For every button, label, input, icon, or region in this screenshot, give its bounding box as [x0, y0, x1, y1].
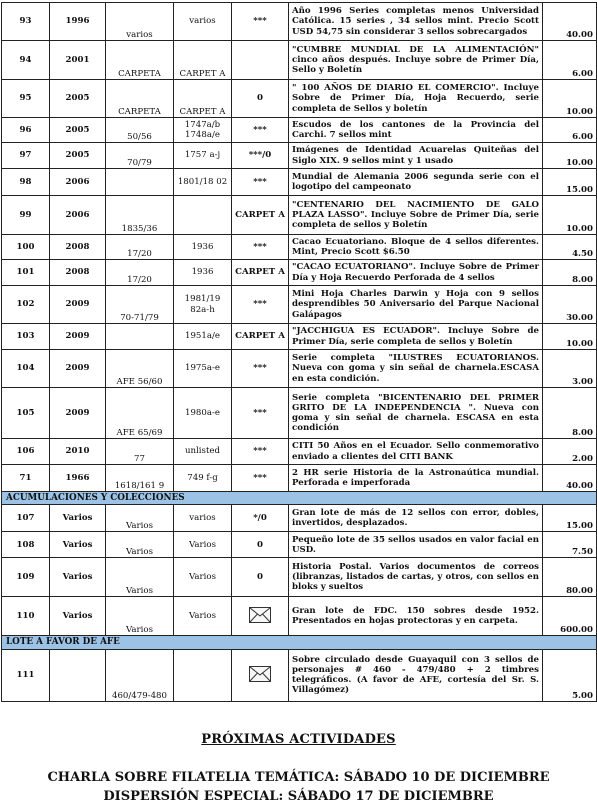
lot-row: [2, 169, 597, 196]
lot-row: [2, 324, 597, 350]
lot-description-cell: 2 HR serie Historia de la Astronaútica mundial. Perforada e imperforada: [289, 465, 543, 492]
lot-row: [2, 80, 597, 118]
lot-year-cell: Varios: [50, 597, 106, 636]
lot-lot-number-cell: 108: [2, 532, 50, 558]
lot-description-cell: "JACCHIGUA ES ECUADOR". Incluye Sobre de Primer Día, serie completa de sellos y Boletín: [289, 324, 543, 350]
lot-catalog-ref-a-cell: 70-71/79: [106, 286, 174, 324]
lot-lot-number-cell: 101: [2, 260, 50, 286]
lot-description-cell: Sobre circulado desde Guayaquil con 3 sellos de personajes # 460 - 479/480 + 2 timbres telegráficos. (A favor de AFE, cortesía del Sr. S. Villagómez): [289, 649, 543, 701]
lot-catalog-ref-b-cell: [174, 196, 232, 235]
lot-price-cell: 6.00: [543, 118, 597, 143]
lot-row: [2, 260, 597, 286]
lot-description-cell: Imágenes de Identidad Acuarelas Quiteñas del Siglo XIX. 9 sellos mint y 1 usado: [289, 143, 543, 169]
lot-catalog-ref-a-cell: Varios: [106, 532, 174, 558]
lots-table-body: [2, 3, 597, 702]
lot-price-cell: 40.00: [543, 465, 597, 492]
lot-year-cell: 1996: [50, 3, 106, 41]
lot-row: [2, 350, 597, 388]
lot-catalog-ref-b-cell: 1975a-e: [174, 350, 232, 388]
lot-year-cell: 2009: [50, 350, 106, 388]
lot-price-cell: 3.00: [543, 350, 597, 388]
lot-lot-number-cell: 96: [2, 118, 50, 143]
lot-catalog-ref-a-cell: Varios: [106, 597, 174, 636]
lot-lot-number-cell: 102: [2, 286, 50, 324]
lot-row: [2, 235, 597, 260]
lot-lot-number-cell: 106: [2, 439, 50, 465]
lot-catalog-ref-a-cell: Varios: [106, 505, 174, 532]
lot-price-cell: 7.50: [543, 532, 597, 558]
lot-catalog-ref-a-cell: AFE 65/69: [106, 388, 174, 439]
section-title: ACUMULACIONES Y COLECCIONES: [2, 492, 597, 505]
envelope-icon: [249, 666, 271, 682]
lot-description-cell: Gran lote de más de 12 sellos con error, dobles, invertidos, desplazados.: [289, 505, 543, 532]
lot-price-cell: 2.00: [543, 439, 597, 465]
lot-catalog-ref-b-cell: varios: [174, 3, 232, 41]
section-header-row: [2, 636, 597, 649]
lot-price-cell: 30.00: [543, 286, 597, 324]
lot-row: [2, 505, 597, 532]
lot-description-cell: Cacao Ecuatoriano. Bloque de 4 sellos diferentes. Mint, Precio Scott $6.50: [289, 235, 543, 260]
lot-catalog-ref-a-cell: 1835/36: [106, 196, 174, 235]
lot-condition-cell: 0: [232, 532, 289, 558]
lot-condition-cell: CARPET A: [232, 196, 289, 235]
lot-condition-cell: 0: [232, 558, 289, 597]
lot-condition-cell: ***: [232, 465, 289, 492]
lot-catalog-ref-b-cell: 1951a/e: [174, 324, 232, 350]
lot-year-cell: 2006: [50, 169, 106, 196]
lot-condition-cell: */0: [232, 505, 289, 532]
lot-year-cell: 2005: [50, 80, 106, 118]
lot-lot-number-cell: 93: [2, 3, 50, 41]
lot-price-cell: 8.00: [543, 388, 597, 439]
lot-catalog-ref-b-cell: Varios: [174, 597, 232, 636]
lot-catalog-ref-a-cell: AFE 56/60: [106, 350, 174, 388]
lot-description-cell: Mundial de Alemania 2006 segunda serie con el logotipo del campeonato: [289, 169, 543, 196]
lot-year-cell: 2005: [50, 118, 106, 143]
lot-year-cell: 2009: [50, 286, 106, 324]
lot-year-cell: 1966: [50, 465, 106, 492]
lot-catalog-ref-a-cell: [106, 324, 174, 350]
lot-year-cell: Varios: [50, 558, 106, 597]
lot-condition-cell: ***: [232, 235, 289, 260]
section-header-row: [2, 492, 597, 505]
lot-description-cell: "CACAO ECUATORIANO". Incluye Sobre de Primer Día y Hoja Recuerdo Perforada de 4 sellos: [289, 260, 543, 286]
lot-catalog-ref-b-cell: 1936: [174, 235, 232, 260]
lot-lot-number-cell: 95: [2, 80, 50, 118]
lot-description-cell: Serie completa "BICENTENARIO DEL PRIMER GRITO DE LA INDEPENDENCIA ". Nueva con goma y sin señal de charnela. ESCASA en esta condición: [289, 388, 543, 439]
lot-condition-cell: ***: [232, 3, 289, 41]
section-title: LOTE A FAVOR DE AFE: [2, 636, 597, 649]
lot-condition-cell: CARPET A: [232, 324, 289, 350]
lot-lot-number-cell: 94: [2, 41, 50, 80]
lot-price-cell: 10.00: [543, 143, 597, 169]
lot-catalog-ref-a-cell: CARPETA: [106, 80, 174, 118]
lot-catalog-ref-b-cell: [174, 649, 232, 701]
lot-year-cell: Varios: [50, 532, 106, 558]
lot-catalog-ref-b-cell: varios: [174, 505, 232, 532]
lot-lot-number-cell: 105: [2, 388, 50, 439]
lot-description-cell: Gran lote de FDC. 150 sobres desde 1952. Presentados en hojas protectoras y en carpeta.: [289, 597, 543, 636]
special-auction-announcement: DISPERSIÓN ESPECIAL: SÁBADO 17 DE DICIEMBRE: [103, 789, 494, 804]
lot-year-cell: [50, 649, 106, 701]
lot-lot-number-cell: 107: [2, 505, 50, 532]
lot-condition-cell: [232, 41, 289, 80]
lot-condition-cell: [232, 597, 289, 636]
lot-description-cell: Historia Postal. Varios documentos de correos (libranzas, listados de cartas, y otros, con sellos en bloks y sueltos: [289, 558, 543, 597]
lot-year-cell: 2009: [50, 388, 106, 439]
lot-lot-number-cell: 71: [2, 465, 50, 492]
lot-description-cell: Escudos de los cantones de la Provincia del Carchi. 7 sellos mint: [289, 118, 543, 143]
lot-row: [2, 558, 597, 597]
lot-year-cell: 2005: [50, 143, 106, 169]
lot-description-cell: "CENTENARIO DEL NACIMIENTO DE GALO PLAZA LASSO". Incluye Sobre de Primer Día, serie completa de sellos y Boletín: [289, 196, 543, 235]
upcoming-activities-title: PRÓXIMAS ACTIVIDADES: [201, 732, 396, 747]
lot-catalog-ref-b-cell: 1980a-e: [174, 388, 232, 439]
lot-row: [2, 465, 597, 492]
lot-catalog-ref-b-cell: 1757 a-j: [174, 143, 232, 169]
lot-lot-number-cell: 98: [2, 169, 50, 196]
lot-catalog-ref-a-cell: 70/79: [106, 143, 174, 169]
lot-description-cell: Año 1996 Series completas menos Universidad Católica. 15 series , 34 sellos mint. Precio Scott USD 54,75 sin considerar 3 sellos sobrecargados: [289, 3, 543, 41]
lot-year-cell: 2010: [50, 439, 106, 465]
lot-row: [2, 196, 597, 235]
envelope-icon: [249, 607, 271, 623]
lot-catalog-ref-b-cell: unlisted: [174, 439, 232, 465]
lot-lot-number-cell: 100: [2, 235, 50, 260]
lot-price-cell: 10.00: [543, 196, 597, 235]
lot-price-cell: 80.00: [543, 558, 597, 597]
lot-year-cell: 2009: [50, 324, 106, 350]
lot-year-cell: 2006: [50, 196, 106, 235]
lot-catalog-ref-b-cell: 1981/19 82a-h: [174, 286, 232, 324]
lot-price-cell: 600.00: [543, 597, 597, 636]
lot-catalog-ref-b-cell: 1936: [174, 260, 232, 286]
lot-condition-cell: 0: [232, 80, 289, 118]
lot-description-cell: Mini Hoja Charles Darwin y Hoja con 9 sellos desprendibles 50 Aniversario del Parque Nacional Galápagos: [289, 286, 543, 324]
lot-catalog-ref-a-cell: Varios: [106, 558, 174, 597]
lot-catalog-ref-b-cell: 749 f-g: [174, 465, 232, 492]
lot-lot-number-cell: 103: [2, 324, 50, 350]
lot-price-cell: 15.00: [543, 505, 597, 532]
lot-year-cell: 2001: [50, 41, 106, 80]
lot-catalog-ref-b-cell: CARPET A: [174, 41, 232, 80]
lot-condition-cell: [232, 649, 289, 701]
lot-lot-number-cell: 109: [2, 558, 50, 597]
lot-lot-number-cell: 111: [2, 649, 50, 701]
lot-row: [2, 118, 597, 143]
lot-condition-cell: ***/0: [232, 143, 289, 169]
lot-lot-number-cell: 97: [2, 143, 50, 169]
lot-price-cell: 10.00: [543, 80, 597, 118]
lot-year-cell: 2008: [50, 260, 106, 286]
lot-year-cell: Varios: [50, 505, 106, 532]
lot-condition-cell: ***: [232, 439, 289, 465]
lot-description-cell: Pequeño lote de 35 sellos usados en valor facial en USD.: [289, 532, 543, 558]
lot-condition-cell: ***: [232, 286, 289, 324]
lot-condition-cell: ***: [232, 169, 289, 196]
thematic-talk-announcement: CHARLA SOBRE FILATELIA TEMÁTICA: SÁBADO 10 DE DICIEMBRE: [47, 770, 550, 785]
lot-condition-cell: ***: [232, 350, 289, 388]
lot-description-cell: " 100 AÑOS DE DIARIO EL COMERCIO". Incluye Sobre de Primer Día, Hoja Recuerdo, serie completa de Sellos y boletín: [289, 80, 543, 118]
lot-row: [2, 286, 597, 324]
lot-price-cell: 8.00: [543, 260, 597, 286]
lot-row: [2, 597, 597, 636]
lot-condition-cell: CARPET A: [232, 260, 289, 286]
lot-row: [2, 3, 597, 41]
lot-row: [2, 649, 597, 701]
lot-lot-number-cell: 110: [2, 597, 50, 636]
lot-catalog-ref-b-cell: Varios: [174, 558, 232, 597]
lot-catalog-ref-a-cell: 77: [106, 439, 174, 465]
lot-row: [2, 143, 597, 169]
lot-catalog-ref-a-cell: 17/20: [106, 235, 174, 260]
lot-price-cell: 10.00: [543, 324, 597, 350]
lot-description-cell: Serie completa "ILUSTRES ECUATORIANOS. Nueva con goma y sin señal de charnela.ESCASA en esta condición.: [289, 350, 543, 388]
lot-condition-cell: ***: [232, 388, 289, 439]
lot-catalog-ref-b-cell: CARPET A: [174, 80, 232, 118]
lot-description-cell: CITI 50 Años en el Ecuador. Sello conmemorativo enviado a clientes del CITI BANK: [289, 439, 543, 465]
lot-catalog-ref-a-cell: CARPETA: [106, 41, 174, 80]
lot-catalog-ref-a-cell: varios: [106, 3, 174, 41]
lot-catalog-ref-a-cell: [106, 169, 174, 196]
lot-row: [2, 439, 597, 465]
lot-price-cell: 15.00: [543, 169, 597, 196]
lot-price-cell: 40.00: [543, 3, 597, 41]
lot-lot-number-cell: 99: [2, 196, 50, 235]
lot-row: [2, 388, 597, 439]
lot-description-cell: "CUMBRE MUNDIAL DE LA ALIMENTACIÓN" cinco años después. Incluye sobre de Primer Día, Sello y Boletín: [289, 41, 543, 80]
lot-catalog-ref-b-cell: 1747a/b 1748a/e: [174, 118, 232, 143]
lot-price-cell: 6.00: [543, 41, 597, 80]
lots-table: [1, 2, 597, 702]
lot-row: [2, 532, 597, 558]
lot-catalog-ref-a-cell: 460/479-480: [106, 649, 174, 701]
lot-row: [2, 41, 597, 80]
lot-catalog-ref-b-cell: Varios: [174, 532, 232, 558]
lot-price-cell: 5.00: [543, 649, 597, 701]
lot-catalog-ref-a-cell: 50/56: [106, 118, 174, 143]
lot-lot-number-cell: 104: [2, 350, 50, 388]
lot-catalog-ref-a-cell: 1618/161 9: [106, 465, 174, 492]
lot-catalog-ref-a-cell: 17/20: [106, 260, 174, 286]
lot-catalog-ref-b-cell: 1801/18 02: [174, 169, 232, 196]
lot-year-cell: 2008: [50, 235, 106, 260]
lot-price-cell: 4.50: [543, 235, 597, 260]
lot-condition-cell: ***: [232, 118, 289, 143]
